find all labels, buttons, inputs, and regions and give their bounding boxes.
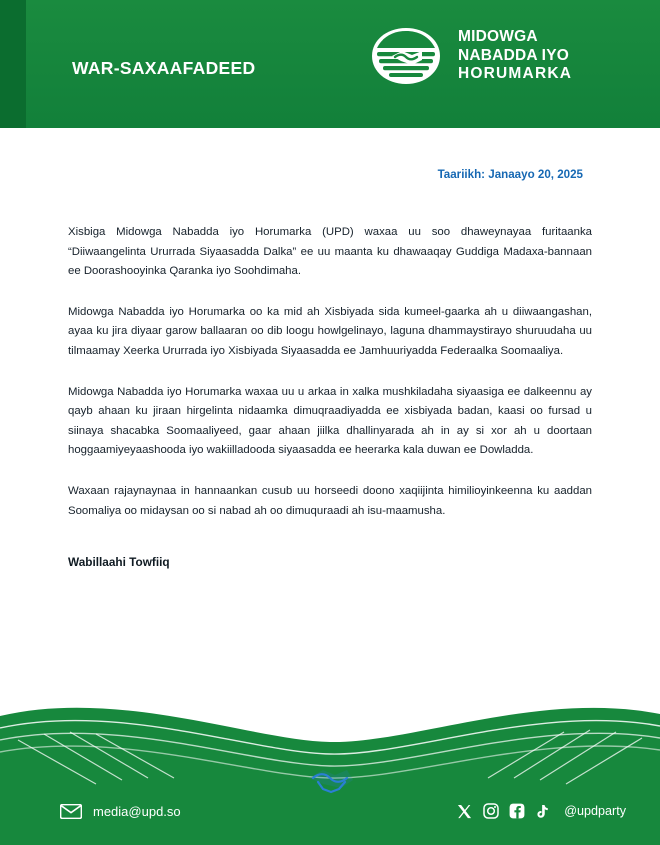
tiktok-icon[interactable] <box>534 803 551 820</box>
document-footer <box>0 680 660 845</box>
signoff-text: Wabillaahi Towfiiq <box>68 555 170 570</box>
brand-logo-text <box>458 28 572 85</box>
paragraph-2: Midowga Nabadda iyo Horumarka oo ka mid ah Xisbiyada sida kumeel-gaarka ah u diiwaangashan, ayaa ku jira diyaar garow ballaaran oo dib loogu howlgelinayo, laguna dhammaystirayo shuruudaha uu tilmaamay Xeerka Ururrada iyo Xisbiyada Siyaasadda ee Jamhuuriyadda Federaalka Soomaaliya. <box>68 305 592 358</box>
envelope-icon <box>60 804 82 819</box>
paragraph-4: Waxaan rajaynaynaa in hannaankan cusub uu horseedi doono xaqiijinta himilioyinkeenna ku aaddan Soomaliya oo midaysan oo si nabad ah oo dimuquraadi ah isu-maamusha. <box>68 485 592 517</box>
footer-contact-bar <box>0 777 660 845</box>
facebook-icon[interactable] <box>508 803 525 820</box>
email-contact[interactable] <box>60 804 181 819</box>
brand-line-3: HORUMARKA <box>458 65 573 83</box>
brand-line-1: MIDOWGA <box>458 27 538 45</box>
instagram-icon[interactable] <box>482 803 499 820</box>
social-links <box>456 803 626 820</box>
x-twitter-icon[interactable] <box>456 803 473 820</box>
upd-handshake-logo-icon <box>368 26 444 86</box>
brand-logo <box>368 26 572 86</box>
document-body <box>0 168 660 569</box>
document-header <box>0 0 660 128</box>
brand-line-2: NABADDA IYO <box>458 46 569 64</box>
social-handle: @updparty <box>564 804 626 818</box>
paragraph-3: Midowga Nabadda iyo Horumarka waxaa uu u arkaa in xalka mushkiladaha siyaasiga ee dalkeennu ay qayb ahaan ku jiraan hirgelinta nidaamka dimuqraadiyadda ee xisbiyada badan, kaasi oo fursad u siinaya shacabka Soomaaliyeed, gaar ahaan jiilka dhallinyarada ah in ay si xor ah u doortaan hoggaamiyeyaashooda iyo wakiilladooda siyaasadda ee heerarka kala duwan ee Dowladda. <box>68 385 592 457</box>
email-address: media@upd.so <box>93 803 181 819</box>
page-title: WAR-SAXAAFADEED <box>72 58 256 78</box>
document-date: Taariikh: Janaayo 20, 2025 <box>437 168 583 181</box>
paragraph-1: Xisbiga Midowga Nabadda iyo Horumarka (UPD) waxaa uu soo dhaweynayaa furitaanka “Diiwaangelinta Ururrada Siyaasadda Dalka” ee uu maanta ku dhawaaqay Guddiga Madaxa-bannaan ee Doorashooyinka Qaranka iyo Soohdimaha. <box>68 226 592 278</box>
header-left-accent <box>0 0 26 128</box>
